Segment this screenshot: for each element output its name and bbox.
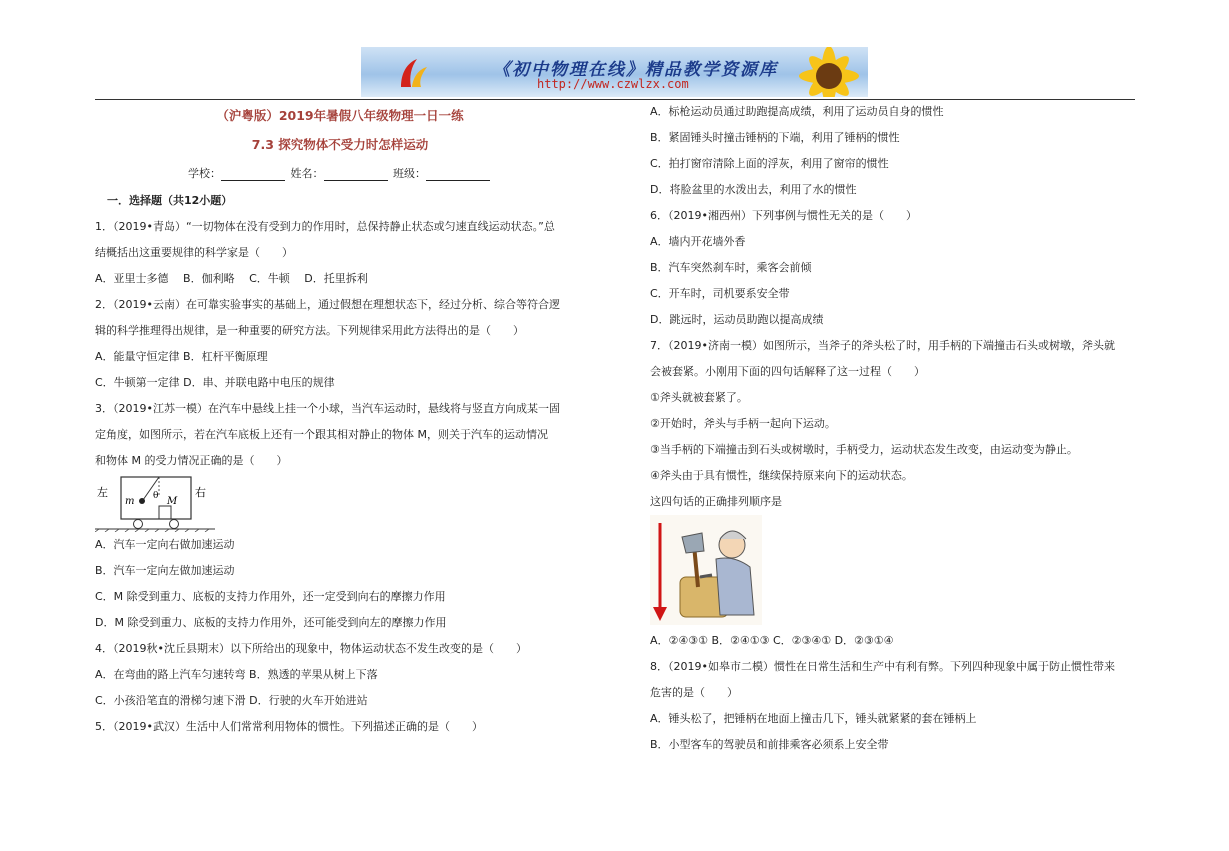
name-label: 姓名： <box>290 167 324 180</box>
text-line: 4．（2019秋•沈丘县期末）以下所给出的现象中，物体运动状态不发生改变的是（ ） <box>95 642 527 655</box>
text-line: A．在弯曲的路上汽车匀速转弯 B．熟透的苹果从树上下落 <box>95 668 378 681</box>
section-title: 一．选择题（共12小题） <box>107 194 233 207</box>
fig-label-right: 右 <box>195 486 206 499</box>
banner <box>361 47 868 97</box>
text-line: C．牛顿第一定律 D．串、并联电路中电压的规律 <box>95 376 335 389</box>
text-line: A．锤头松了，把锤柄在地面上撞击几下，锤头就紧紧的套在锤柄上 <box>650 712 977 725</box>
text-line: A．②④③① B．②④①③ C．②③④① D．②③①④ <box>650 634 894 647</box>
text-line: B．小型客车的驾驶员和前排乘客必须系上安全带 <box>650 738 889 751</box>
page-subtitle: 7.3 探究物体不受力时怎样运动 <box>251 137 429 152</box>
text-line: 7．（2019•济南一模）如图所示，当斧子的斧头松了时，用手柄的下端撞击石头或树墩，斧头就 <box>650 339 1115 352</box>
fig-label-M: M <box>167 496 178 507</box>
text-line: C．小孩沿笔直的滑梯匀速下滑 D．行驶的火车开始进站 <box>95 694 368 707</box>
text-line: 这四句话的正确排列顺序是 <box>650 495 782 508</box>
school-label: 学校： <box>188 167 221 180</box>
class-field[interactable] <box>426 168 490 181</box>
right-column <box>650 99 1150 758</box>
text-line: ①斧头就被套紧了。 <box>650 391 748 404</box>
logo-icon <box>395 55 431 91</box>
text-line: 5．（2019•武汉）生活中人们常常利用物体的惯性。下列描述正确的是（ ） <box>95 720 483 733</box>
text-line: 2．（2019•云南）在可靠实验事实的基础上，通过假想在理想状态下，经过分析、综合等符合逻 <box>95 298 560 311</box>
text-line: C．拍打窗帘清除上面的浮灰，利用了窗帘的惯性 <box>650 157 889 170</box>
school-field[interactable] <box>221 168 285 181</box>
text-line: 1．（2019•青岛）“一切物体在没有受到力的作用时，总保持静止状态或匀速直线运动状态。”总 <box>95 220 555 233</box>
question-block-3 <box>650 99 1150 515</box>
text-line: B．汽车一定向左做加速运动 <box>95 564 235 577</box>
fig-label-m: m <box>125 496 135 507</box>
question-block-2 <box>95 532 585 740</box>
text-line: A．标枪运动员通过助跑提高成绩，利用了运动员自身的惯性 <box>650 105 944 118</box>
car-diagram <box>95 474 225 532</box>
text-line: 3．（2019•江苏一模）在汽车中悬线上挂一个小球，当汽车运动时，悬线将与竖直方向成某一固 <box>95 402 560 415</box>
banner-url[interactable]: http://www.czwlzx.com <box>537 77 689 91</box>
text-line: 结概括出这重要规律的科学家是（ ） <box>95 246 293 259</box>
text-line: 危害的是（ ） <box>650 686 738 699</box>
text-line: 会被套紧。小刚用下面的四句话解释了这一过程（ ） <box>650 365 925 378</box>
text-line: B．紧固锤头时撞击锤柄的下端，利用了锤柄的惯性 <box>650 131 900 144</box>
text-line: D．跳远时，运动员助跑以提高成绩 <box>650 313 824 326</box>
text-line: 定角度，如图所示，若在汽车底板上还有一个跟其相对静止的物体 M，则关于汽车的运动情况 <box>95 428 548 441</box>
axe-figure <box>650 515 1150 628</box>
fig-label-left: 左 <box>97 486 108 499</box>
text-line: ③当手柄的下端撞击到石头或树墩时，手柄受力，运动状态发生改变，由运动变为静止。 <box>650 443 1078 456</box>
class-label: 班级： <box>393 167 426 180</box>
car-pendulum-figure <box>95 474 585 532</box>
student-info-form <box>95 160 585 188</box>
text-line: A．亚里士多德 B．伽利略 C．牛顿 D．托里拆利 <box>95 272 368 285</box>
text-line: C．M 除受到重力、底板的支持力作用外，还一定受到向右的摩擦力作用 <box>95 590 446 603</box>
text-line: C．开车时，司机要系安全带 <box>650 287 790 300</box>
text-line: ②开始时，斧头与手柄一起向下运动。 <box>650 417 836 430</box>
text-line: A．能量守恒定律 B．杠杆平衡原理 <box>95 350 268 363</box>
text-line: 辑的科学推理得出规律，是一种重要的研究方法。下列规律采用此方法得出的是（ ） <box>95 324 524 337</box>
question-block-1 <box>95 214 585 474</box>
left-column <box>95 102 585 740</box>
text-line: D．将脸盆里的水泼出去，利用了水的惯性 <box>650 183 857 196</box>
text-line: B．汽车突然刹车时，乘客会前倾 <box>650 261 812 274</box>
fig-label-theta: θ <box>153 491 159 501</box>
text-line: A．墙内开花墙外香 <box>650 235 746 248</box>
text-line: 6．（2019•湘西州）下列事例与惯性无关的是（ ） <box>650 209 917 222</box>
sunflower-icon <box>794 47 864 97</box>
text-line: 和物体 M 的受力情况正确的是（ ） <box>95 454 288 467</box>
text-line: A．汽车一定向右做加速运动 <box>95 538 235 551</box>
page-title: （沪粤版）2019年暑假八年级物理一日一练 <box>216 108 464 123</box>
axe-illustration <box>650 515 762 625</box>
text-line: D．M 除受到重力、底板的支持力作用外，还可能受到向左的摩擦力作用 <box>95 616 447 629</box>
name-field[interactable] <box>324 168 388 181</box>
banner-title: 《初中物理在线》精品教学资源库 <box>493 60 778 80</box>
text-line: 8．（2019•如皋市二模）惯性在日常生活和生产中有利有弊。下列四种现象中属于防止惯性带来 <box>650 660 1115 673</box>
text-line: ④斧头由于具有惯性，继续保持原来向下的运动状态。 <box>650 469 913 482</box>
question-block-4 <box>650 628 1150 758</box>
